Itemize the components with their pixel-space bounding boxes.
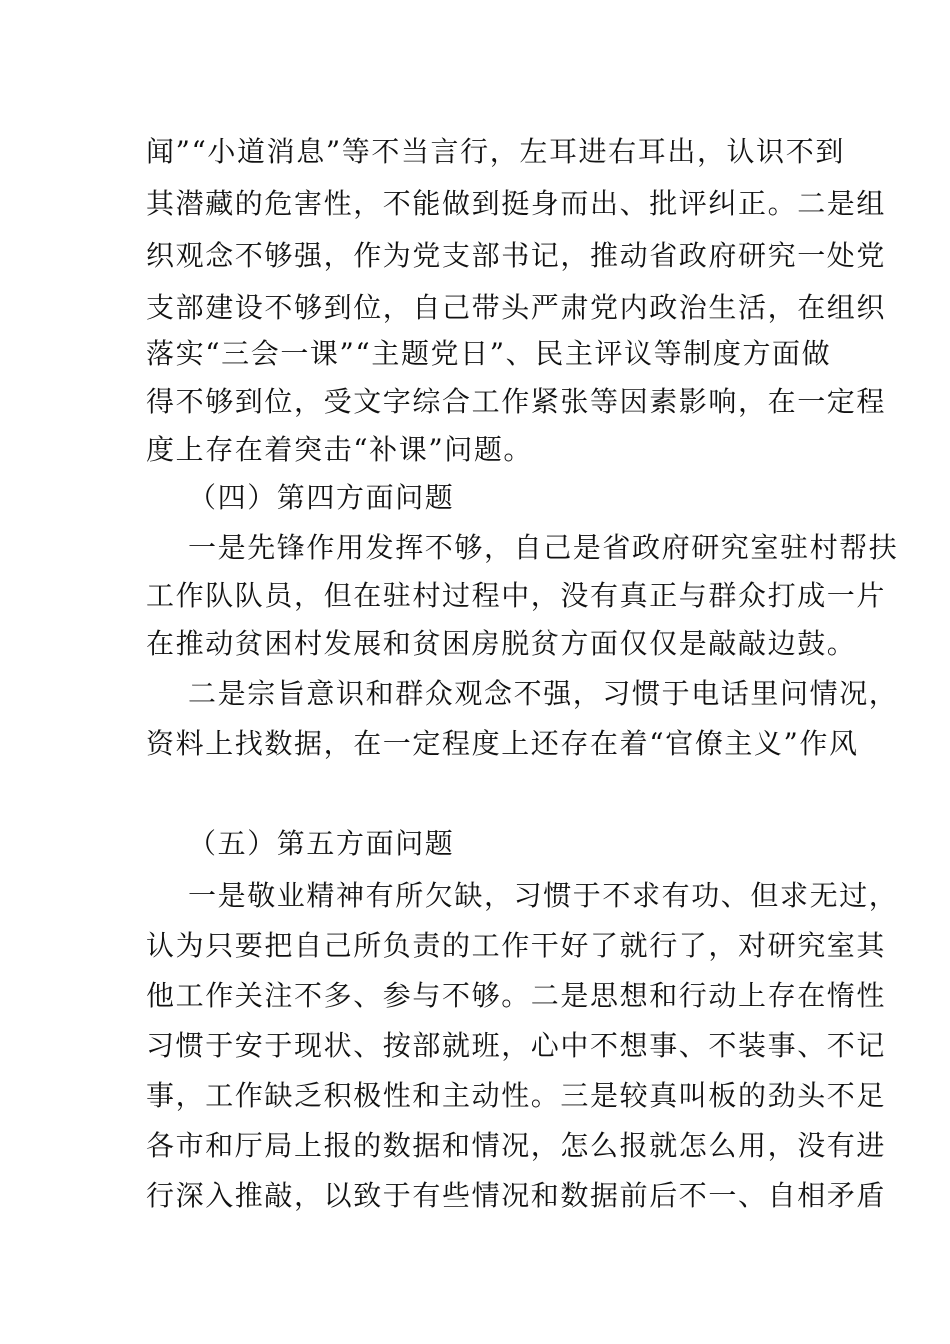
paragraph-line: 行深入推敲，以致于有些情况和数据前后不一、自相矛盾 [146, 1179, 887, 1212]
paragraph-line: 资料上找数据，在一定程度上还存在着“官僚主义”作风 [146, 727, 859, 760]
paragraph-line: 认为只要把自己所负责的工作干好了就行了，对研究室其 [146, 929, 887, 962]
paragraph-line: 织观念不够强，作为党支部书记，推动省政府研究一处党 [146, 239, 887, 272]
paragraph-line: 其潜藏的危害性，不能做到挺身而出、批评纠正。二是组 [146, 187, 887, 220]
paragraph-line: 工作队队员，但在驻村过程中，没有真正与群众打成一片 [146, 579, 887, 612]
paragraph-line: 一是先锋作用发挥不够，自己是省政府研究室驻村帮扶 [188, 531, 899, 564]
paragraph-line: 闻”“小道消息”等不当言行，左耳进右耳出，认识不到 [146, 135, 845, 168]
paragraph-line: 他工作关注不多、参与不够。二是思想和行动上存在惰性 [146, 979, 887, 1012]
paragraph-line: 在推动贫困村发展和贫困房脱贫方面仅仅是敲敲边鼓。 [146, 627, 857, 660]
paragraph-line: 一是敬业精神有所欠缺，习惯于不求有功、但求无过， [188, 879, 899, 912]
paragraph-line: 习惯于安于现状、按部就班，心中不想事、不装事、不记 [146, 1029, 887, 1062]
paragraph-line: 度上存在着突击“补课”问题。 [146, 433, 534, 466]
paragraph-line: 落实“三会一课”“主题党日”、民主评议等制度方面做 [146, 337, 832, 370]
section-heading-5: （五）第五方面问题 [188, 827, 455, 860]
section-heading-4: （四）第四方面问题 [188, 481, 455, 514]
paragraph-line: 支部建设不够到位，自己带头严肃党内政治生活，在组织 [146, 291, 887, 324]
paragraph-line: 二是宗旨意识和群众观念不强，习惯于电话里问情况， [188, 677, 899, 710]
paragraph-line: 事，工作缺乏积极性和主动性。三是较真叫板的劲头不足 [146, 1079, 887, 1112]
paragraph-line: 得不够到位，受文字综合工作紧张等因素影响，在一定程 [146, 385, 887, 418]
paragraph-line: 各市和厅局上报的数据和情况，怎么报就怎么用，没有进 [146, 1129, 887, 1162]
